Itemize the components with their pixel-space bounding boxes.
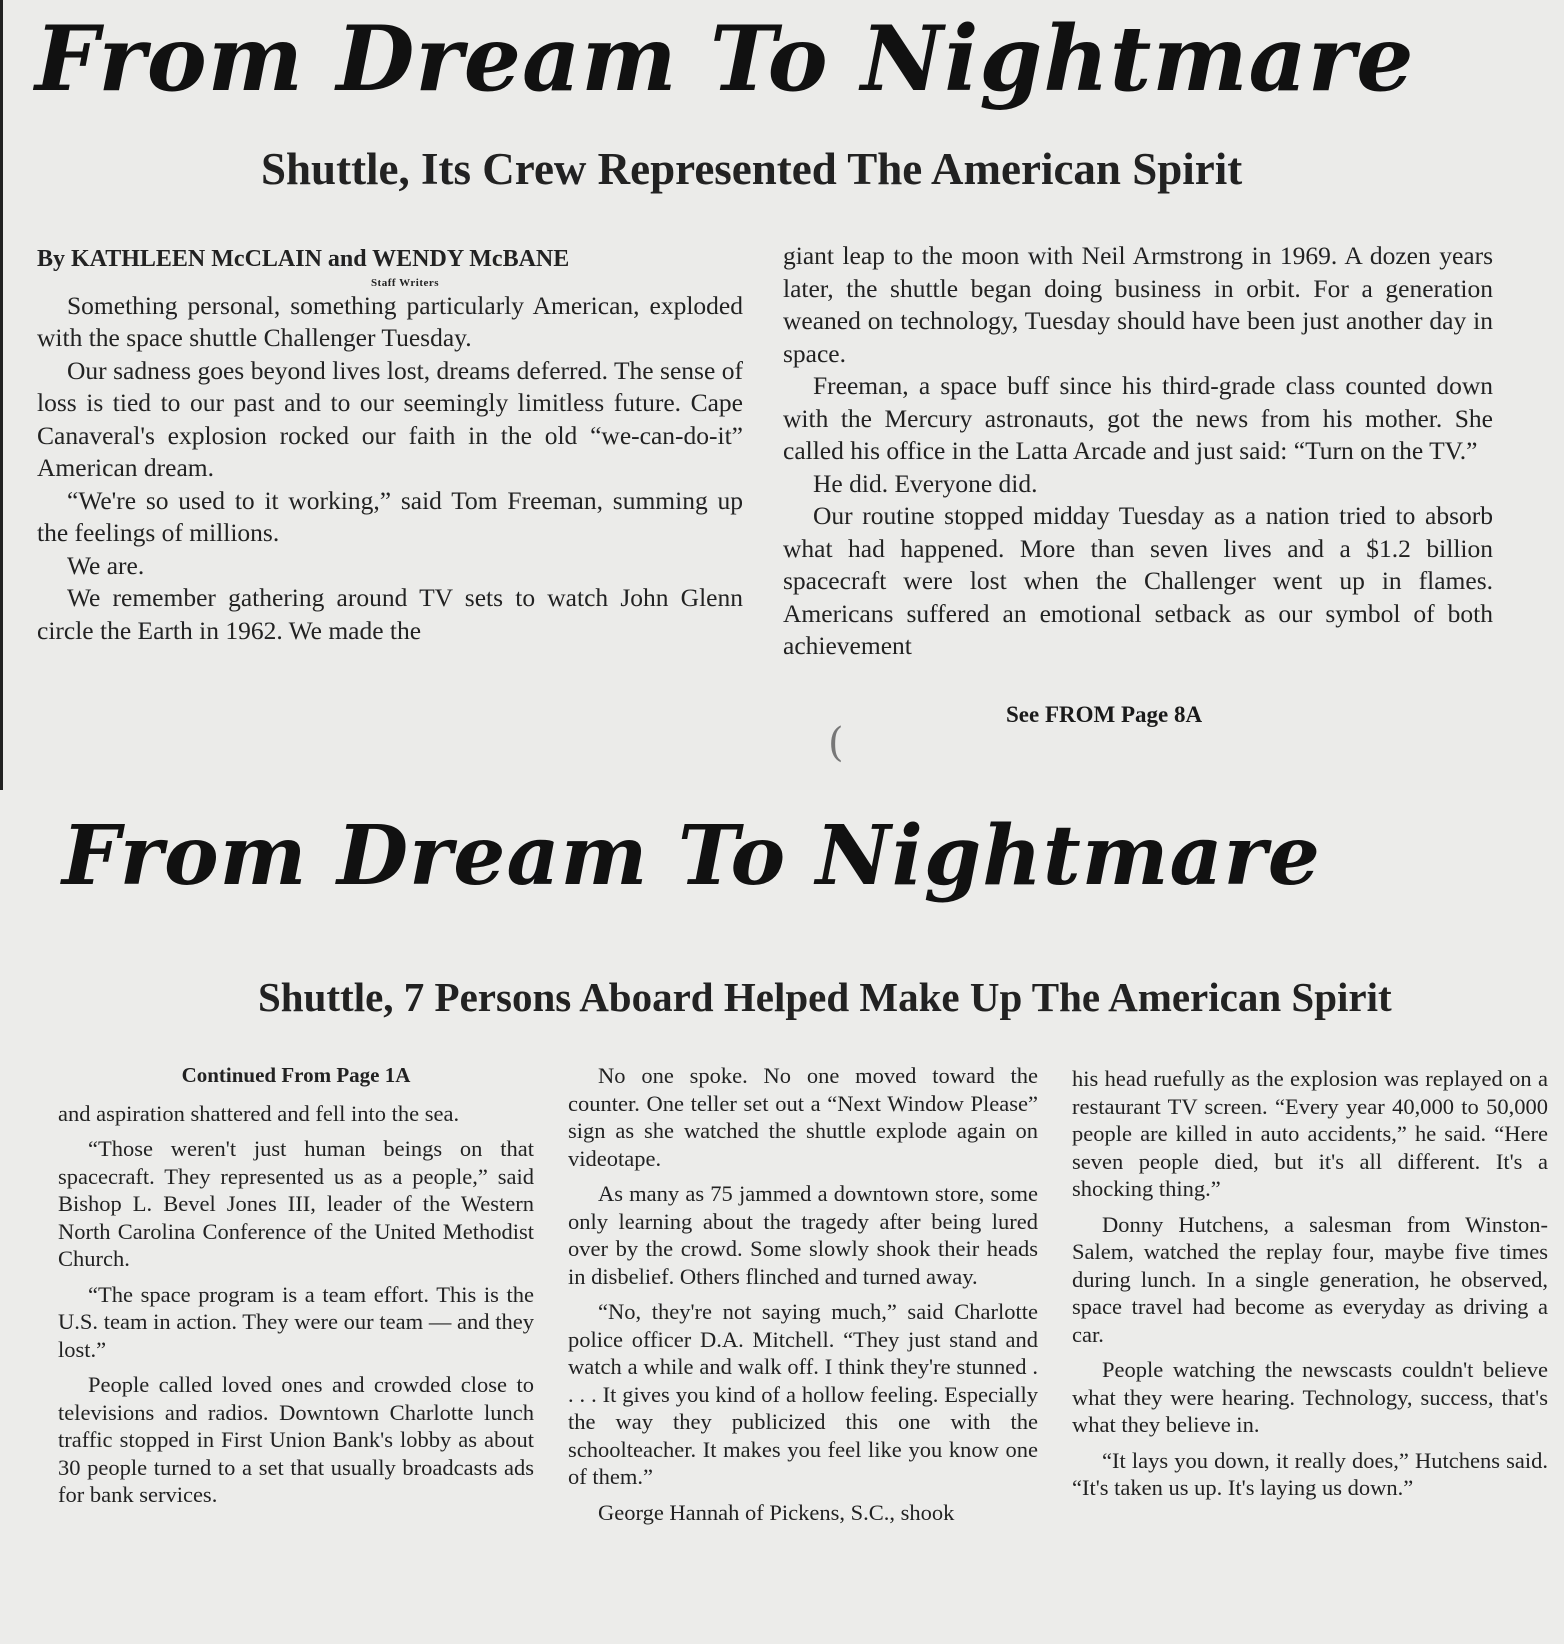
- paragraph: Freeman, a space buff since his third-grade class counted down with the Mercury astronauts, got the news from his mother. She called his office in the Latta Arcade and just said: “Turn on the TV.”: [783, 371, 1493, 465]
- article-column-2: [568, 1062, 1038, 1534]
- paragraph: No one spoke. No one moved toward the counter. One teller set out a “Next Window Please” sign as she watched the shuttle explode again on videotape.: [568, 1063, 1038, 1171]
- paragraph: People called loved ones and crowded close to televisions and radios. Downtown Charlotte lunch traffic stopped in First Union Bank's lobby as about 30 people turned to a set that usually broadcasts ads for bank services.: [58, 1372, 534, 1507]
- paragraph: He did. Everyone did.: [813, 468, 1038, 498]
- article-clipping-continued: [0, 790, 1564, 1644]
- paragraph: As many as 75 jammed a downtown store, some only learning about the tragedy after being lured over by the crowd. Some slowly shook their heads in disbelief. Others flinched and turned away.: [568, 1181, 1038, 1289]
- paragraph: “We're so used to it working,” said Tom Freeman, summing up the feelings of millions.: [37, 485, 743, 547]
- article-column-1: [37, 243, 743, 647]
- jump-reference: See FROM Page 8A: [1006, 702, 1203, 727]
- paragraph: “The space program is a team effort. This is the U.S. team in action. They were our team — and they lost.”: [58, 1281, 534, 1362]
- subheadline: Shuttle, Its Crew Represented The American Spirit: [261, 144, 1243, 194]
- paragraph: Our routine stopped midday Tuesday as a nation tried to absorb what had happened. More than seven lives and a $1.2 billion spacecraft were lost when the Challenger went up in flames. Americans suffered an emotional setback as our symbol of both achievement: [783, 501, 1493, 660]
- scan-mark: (: [828, 720, 844, 766]
- paragraph: We are.: [67, 550, 145, 580]
- article-clipping-front: [0, 0, 1564, 790]
- paragraph: George Hannah of Pickens, S.C., shook: [598, 1499, 955, 1525]
- paragraph: Something personal, something particularly American, exploded with the space shuttle Challenger Tuesday.: [37, 290, 743, 352]
- headline: From Dream To Nightmare: [62, 808, 1321, 904]
- paragraph: his head ruefully as the explosion was replayed on a restaurant TV screen. “Every year 40,000 to 50,000 people are killed in auto accidents,” he said. “Here seven people died, but it's all different. It's a shocking thing.”: [1072, 1066, 1548, 1201]
- paragraph: and aspiration shattered and fell into the sea.: [58, 1100, 460, 1126]
- paragraph: Our sadness goes beyond lives lost, dreams deferred. The sense of loss is tied to our past and to our seemingly limitless future. Cape Canaveral's explosion rocked our faith in the old “we-can-do-it” American dream.: [37, 355, 743, 482]
- byline: By KATHLEEN McCLAIN and WENDY McBANE: [37, 246, 570, 272]
- article-column-3: [1072, 1065, 1548, 1510]
- paragraph: giant leap to the moon with Neil Armstrong in 1969. A dozen years later, the shuttle began doing business in orbit. For a generation weaned on technology, Tuesday should have been just another day in space.: [783, 241, 1493, 368]
- article-column-2: [783, 240, 1493, 663]
- paragraph: “Those weren't just human beings on that spacecraft. They represented us as a people,” said Bishop L. Bevel Jones III, leader of the Western North Carolina Conference of the United Methodist Church.: [58, 1136, 534, 1271]
- paragraph: People watching the newscasts couldn't believe what they were hearing. Technology, success, that's what they believe in.: [1072, 1357, 1548, 1437]
- continued-from-label: Continued From Page 1A: [181, 1063, 411, 1087]
- subheadline: Shuttle, 7 Persons Aboard Helped Make Up The American Spirit: [258, 974, 1392, 1020]
- paragraph: “No, they're not saying much,” said Charlotte police officer D.A. Mitchell. “They just stand and watch a while and walk off. I think they're stunned . . . . It gives you kind of a hollow feeling. Especially the way they publicized this one with the schoolteacher. It makes you feel like you know one of them.”: [568, 1299, 1038, 1489]
- staff-writers-label: Staff Writers: [370, 276, 440, 289]
- paragraph: We remember gathering around TV sets to watch John Glenn circle the Earth in 1962. We made the: [37, 583, 743, 645]
- article-column-1: [58, 1062, 534, 1517]
- headline: From Dream To Nightmare: [35, 6, 1415, 112]
- paragraph: Donny Hutchens, a salesman from Winston-Salem, watched the replay four, maybe five times during lunch. In a single generation, he observed, space travel had become as everyday as driving a car.: [1072, 1211, 1548, 1347]
- paragraph: “It lays you down, it really does,” Hutchens said. “It's taken us up. It's laying us down.”: [1072, 1447, 1548, 1500]
